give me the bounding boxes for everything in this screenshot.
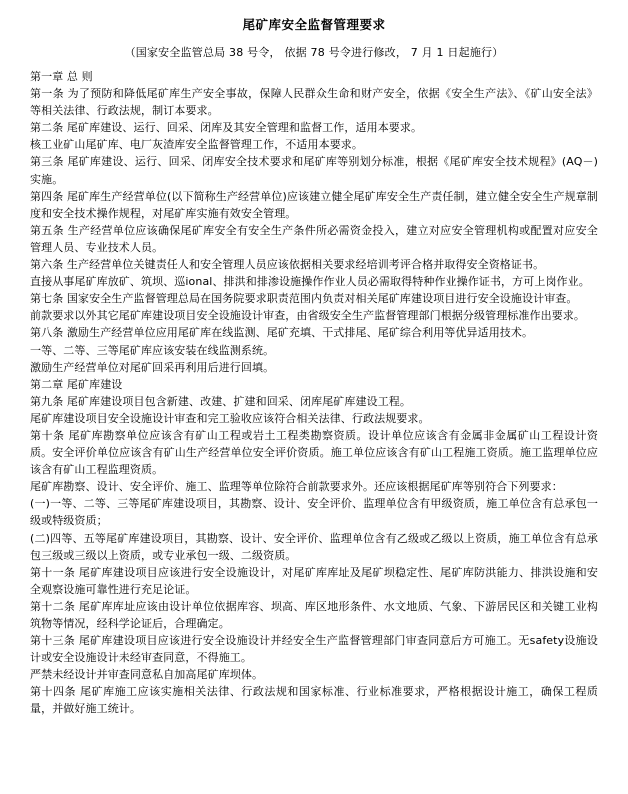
paragraph: 一等、二等、三等尾矿库应该安装在线监测系统。 [30,343,275,357]
paragraph: 第六条 生产经营单位关键责任人和安全管理人员应该依据相关要求经培训考评合格并取得安全资格证书。 [30,258,545,272]
paragraph: 第一章 总 则 [30,70,93,83]
paragraph: 尾矿库建设项目安全设施设计审查和完工验收应该符合相关法律、行政法规要求。 [30,411,430,425]
paragraph: 激励生产经营单位对尾矿回采再利用后进行回填。 [30,360,275,374]
paragraph: 尾矿库勘察、设计、安全评价、施工、监理等单位除符合前款要求外。还应该根据尾矿库等别符合下列要求： [30,480,563,494]
paragraph: 第十一条 尾矿库建设项目应该进行安全设施设计，对尾矿库库址及尾矿坝稳定性、尾矿库防洪能力、排洪设施和安全观察设施可靠性进行充足论证。 [30,565,598,596]
paragraph: 严禁未经设计并审查同意私自加高尾矿库坝体。 [30,668,264,682]
paragraph: 第九条 尾矿库建设项目包含新建、改建、扩建和回采、闭库尾矿库建设工程。 [30,394,411,408]
paragraph: 第七条 国家安全生产监督管理总局在国务院要求职责范围内负责对相关尾矿库建设项目进行安全设施设计审查。 [30,292,578,306]
paragraph: 直接从事尾矿库放矿、筑坝、巡ional、排洪和排渗设施操作作业人员必需取得特种作业操作证书，方可上岗作业。 [30,275,590,289]
document-subtitle: （国家安全监管总局 38 号令， 依据 78 号令进行修改， 7 月 1 日起施行） [124,46,504,59]
paragraph: 前款要求以外其它尾矿库建设项目安全设施设计审查，由省级安全生产监督管理部门根据分级管理标准作出要求。 [30,309,585,323]
paragraph: (二)四等、五等尾矿库建设项目，其勘察、设计、安全评价、监理单位含有乙级或乙级以上资质，施工单位含有总承包三级或三级以上资质，或专业承包一级、二级资质。 [30,531,598,562]
paragraph: 第四条 尾矿库生产经营单位(以下简称生产经营单位)应该建立健全尾矿库安全生产责任制，建立健全安全生产规章制度和安全技术操作规程，对尾矿库实施有效安全管理。 [30,189,598,220]
paragraph: 第八条 激励生产经营单位应用尾矿库在线监测、尾矿充填、干式排尾、尾矿综合利用等优异适用技术。 [30,326,534,340]
paragraph: 第十二条 尾矿库库址应该由设计单位依据库容、坝高、库区地形条件、水文地质、气象、下游居民区和关键工业构筑物等情况，经科学论证后，合理确定。 [30,599,598,630]
page-title: 尾矿库安全监督管理要求 [242,17,386,32]
paragraph: 第三条 尾矿库建设、运行、回采、闭库安全技术要求和尾矿库等别划分标准，根据《尾矿库安全技术规程》(AQ－) 实施。 [30,155,602,186]
paragraph: 第一条 为了预防和降低尾矿库生产安全事故，保障人民群众生命和财产安全，依据《安全生产法》、《矿山安全法》等相关法律、行政法规，制订本要求。 [30,87,598,118]
document-body [30,68,602,718]
paragraph: (一)一等、二等、三等尾矿库建设项目，其勘察、设计、安全评价、监理单位含有甲级资质，施工单位含有总承包一级或特级资质； [30,497,598,528]
paragraph: 第五条 生产经营单位应该确保尾矿库安全有安全生产条件所必需资金投入，建立对应安全管理机构或配置对应安全管理人员、专业技术人员。 [30,223,598,254]
paragraph: 第十三条 尾矿库建设项目应该进行安全设施设计并经安全生产监督管理部门审查同意后方可施工。无safety设施设计或安全设施设计未经审查同意，不得施工。 [30,634,598,665]
paragraph: 第二章 尾矿库建设 [30,377,123,391]
paragraph: 第十四条 尾矿库施工应该实施相关法律、行政法规和国家标准、行业标准要求，严格根据设计施工，确保工程质量，并做好施工统计。 [30,685,598,716]
paragraph: 第十条 尾矿库勘察单位应该含有矿山工程或岩土工程类勘察资质。设计单位应该含有金属非金属矿山工程设计资质。安全评价单位应该含有矿山生产经营单位安全评价资质。施工单位应该含有矿山工程施工资质。施工监理单位应该含有矿山工程监理资质。 [30,428,598,477]
paragraph: 第二条 尾矿库建设、运行、回采、闭库及其安全管理和监督工作，适用本要求。 [30,121,423,135]
paragraph: 核工业矿山尾矿库、电厂灰渣库安全监督管理工作，不适用本要求。 [30,138,363,152]
